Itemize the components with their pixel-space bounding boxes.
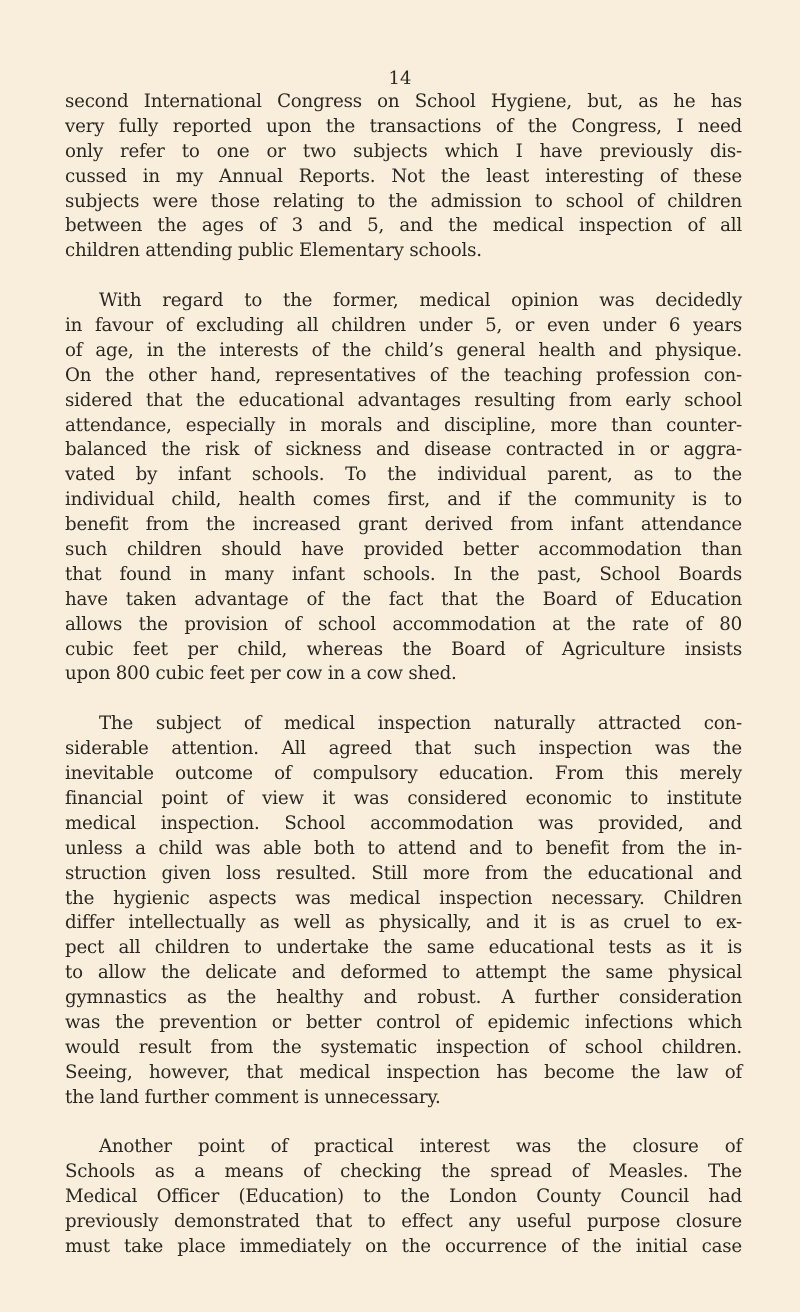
text-line: of age, in the interests of the child’s general health and physique. bbox=[65, 339, 742, 361]
text-line: siderable attention. All agreed that such inspection was the bbox=[65, 738, 742, 760]
text-line: Schools as a means of checking the spread of Measles. The bbox=[65, 1161, 742, 1183]
text-line: vated by infant schools. To the individual parent, as to the bbox=[65, 464, 742, 486]
text-line: to allow the delicate and deformed to attempt the same physical bbox=[65, 962, 742, 984]
text-line: upon 800 cubic feet per cow in a cow shed. bbox=[65, 663, 457, 685]
text-line: cussed in my Annual Reports. Not the least interesting of these bbox=[65, 165, 742, 187]
text-line: second International Congress on School Hygiene, but, as he has bbox=[65, 91, 742, 112]
text-line: balanced the risk of sickness and disease contracted in or aggra- bbox=[65, 439, 742, 461]
text-line: The subject of medical inspection naturally attracted con- bbox=[99, 713, 742, 735]
paragraph bbox=[65, 712, 742, 1110]
text-line: cubic feet per child, whereas the Board of Agriculture insists bbox=[65, 638, 742, 660]
text-line: have taken advantage of the fact that the Board of Education bbox=[65, 588, 742, 610]
text-line: in favour of excluding all children under 5, or even under 6 years bbox=[65, 315, 742, 337]
text-line: pect all children to undertake the same educational tests as it is bbox=[65, 937, 742, 959]
text-line: Another point of practical interest was the closure of bbox=[99, 1136, 742, 1158]
text-line: previously demonstrated that to effect any useful purpose closure bbox=[65, 1211, 742, 1233]
text-line: unless a child was able both to attend and to benefit from the in- bbox=[65, 837, 742, 859]
text-line: children attending public Elementary schools. bbox=[65, 240, 482, 262]
text-line: Seeing, however, that medical inspection has become the law of bbox=[65, 1061, 742, 1083]
text-line: allows the provision of school accommodation at the rate of 80 bbox=[65, 613, 742, 635]
text-line: differ intellectually as well as physically, and it is as cruel to ex- bbox=[65, 912, 742, 934]
text-line: between the ages of 3 and 5, and the medical inspection of all bbox=[65, 215, 742, 237]
text-line: On the other hand, representatives of the teaching profession con- bbox=[65, 364, 742, 386]
text-line: struction given loss resulted. Still more from the educational and bbox=[65, 862, 742, 884]
paragraph bbox=[65, 90, 742, 264]
text-line: that found in many infant schools. In the past, School Boards bbox=[65, 563, 742, 585]
text-line: such children should have provided better accommodation than bbox=[65, 539, 742, 561]
text-line: only refer to one or two subjects which I have previously dis- bbox=[65, 140, 742, 162]
body-text bbox=[65, 90, 742, 1260]
text-line: financial point of view it was considered economic to institute bbox=[65, 787, 742, 809]
text-line: benefit from the increased grant derived from infant attendance bbox=[65, 514, 742, 536]
text-line: very fully reported upon the transactions of the Congress, I need bbox=[65, 115, 742, 137]
text-line: the hygienic aspects was medical inspection necessary. Children bbox=[65, 887, 742, 909]
text-line: inevitable outcome of compulsory education. From this merely bbox=[65, 763, 742, 785]
paragraph bbox=[65, 289, 742, 687]
text-line: individual child, health comes first, and if the community is to bbox=[65, 489, 742, 511]
paragraph bbox=[65, 1135, 742, 1259]
text-line: was the prevention or better control of epidemic infections which bbox=[65, 1011, 742, 1033]
text-line: sidered that the educational advantages resulting from early school bbox=[65, 389, 742, 411]
page-number: 14 bbox=[388, 68, 412, 89]
text-line: must take place immediately on the occurrence of the initial case bbox=[65, 1235, 742, 1257]
text-line: Medical Officer (Education) to the London County Council had bbox=[65, 1186, 742, 1208]
text-line: subjects were those relating to the admission to school of children bbox=[65, 190, 742, 212]
text-line: With regard to the former, medical opinion was decidedly bbox=[99, 290, 742, 312]
text-line: gymnastics as the healthy and robust. A further consideration bbox=[65, 987, 742, 1009]
text-line: the land further comment is unnecessary. bbox=[65, 1086, 441, 1108]
text-line: would result from the systematic inspection of school children. bbox=[65, 1036, 742, 1058]
text-line: medical inspection. School accommodation was provided, and bbox=[65, 812, 742, 834]
text-line: attendance, especially in morals and discipline, more than counter- bbox=[65, 414, 742, 436]
